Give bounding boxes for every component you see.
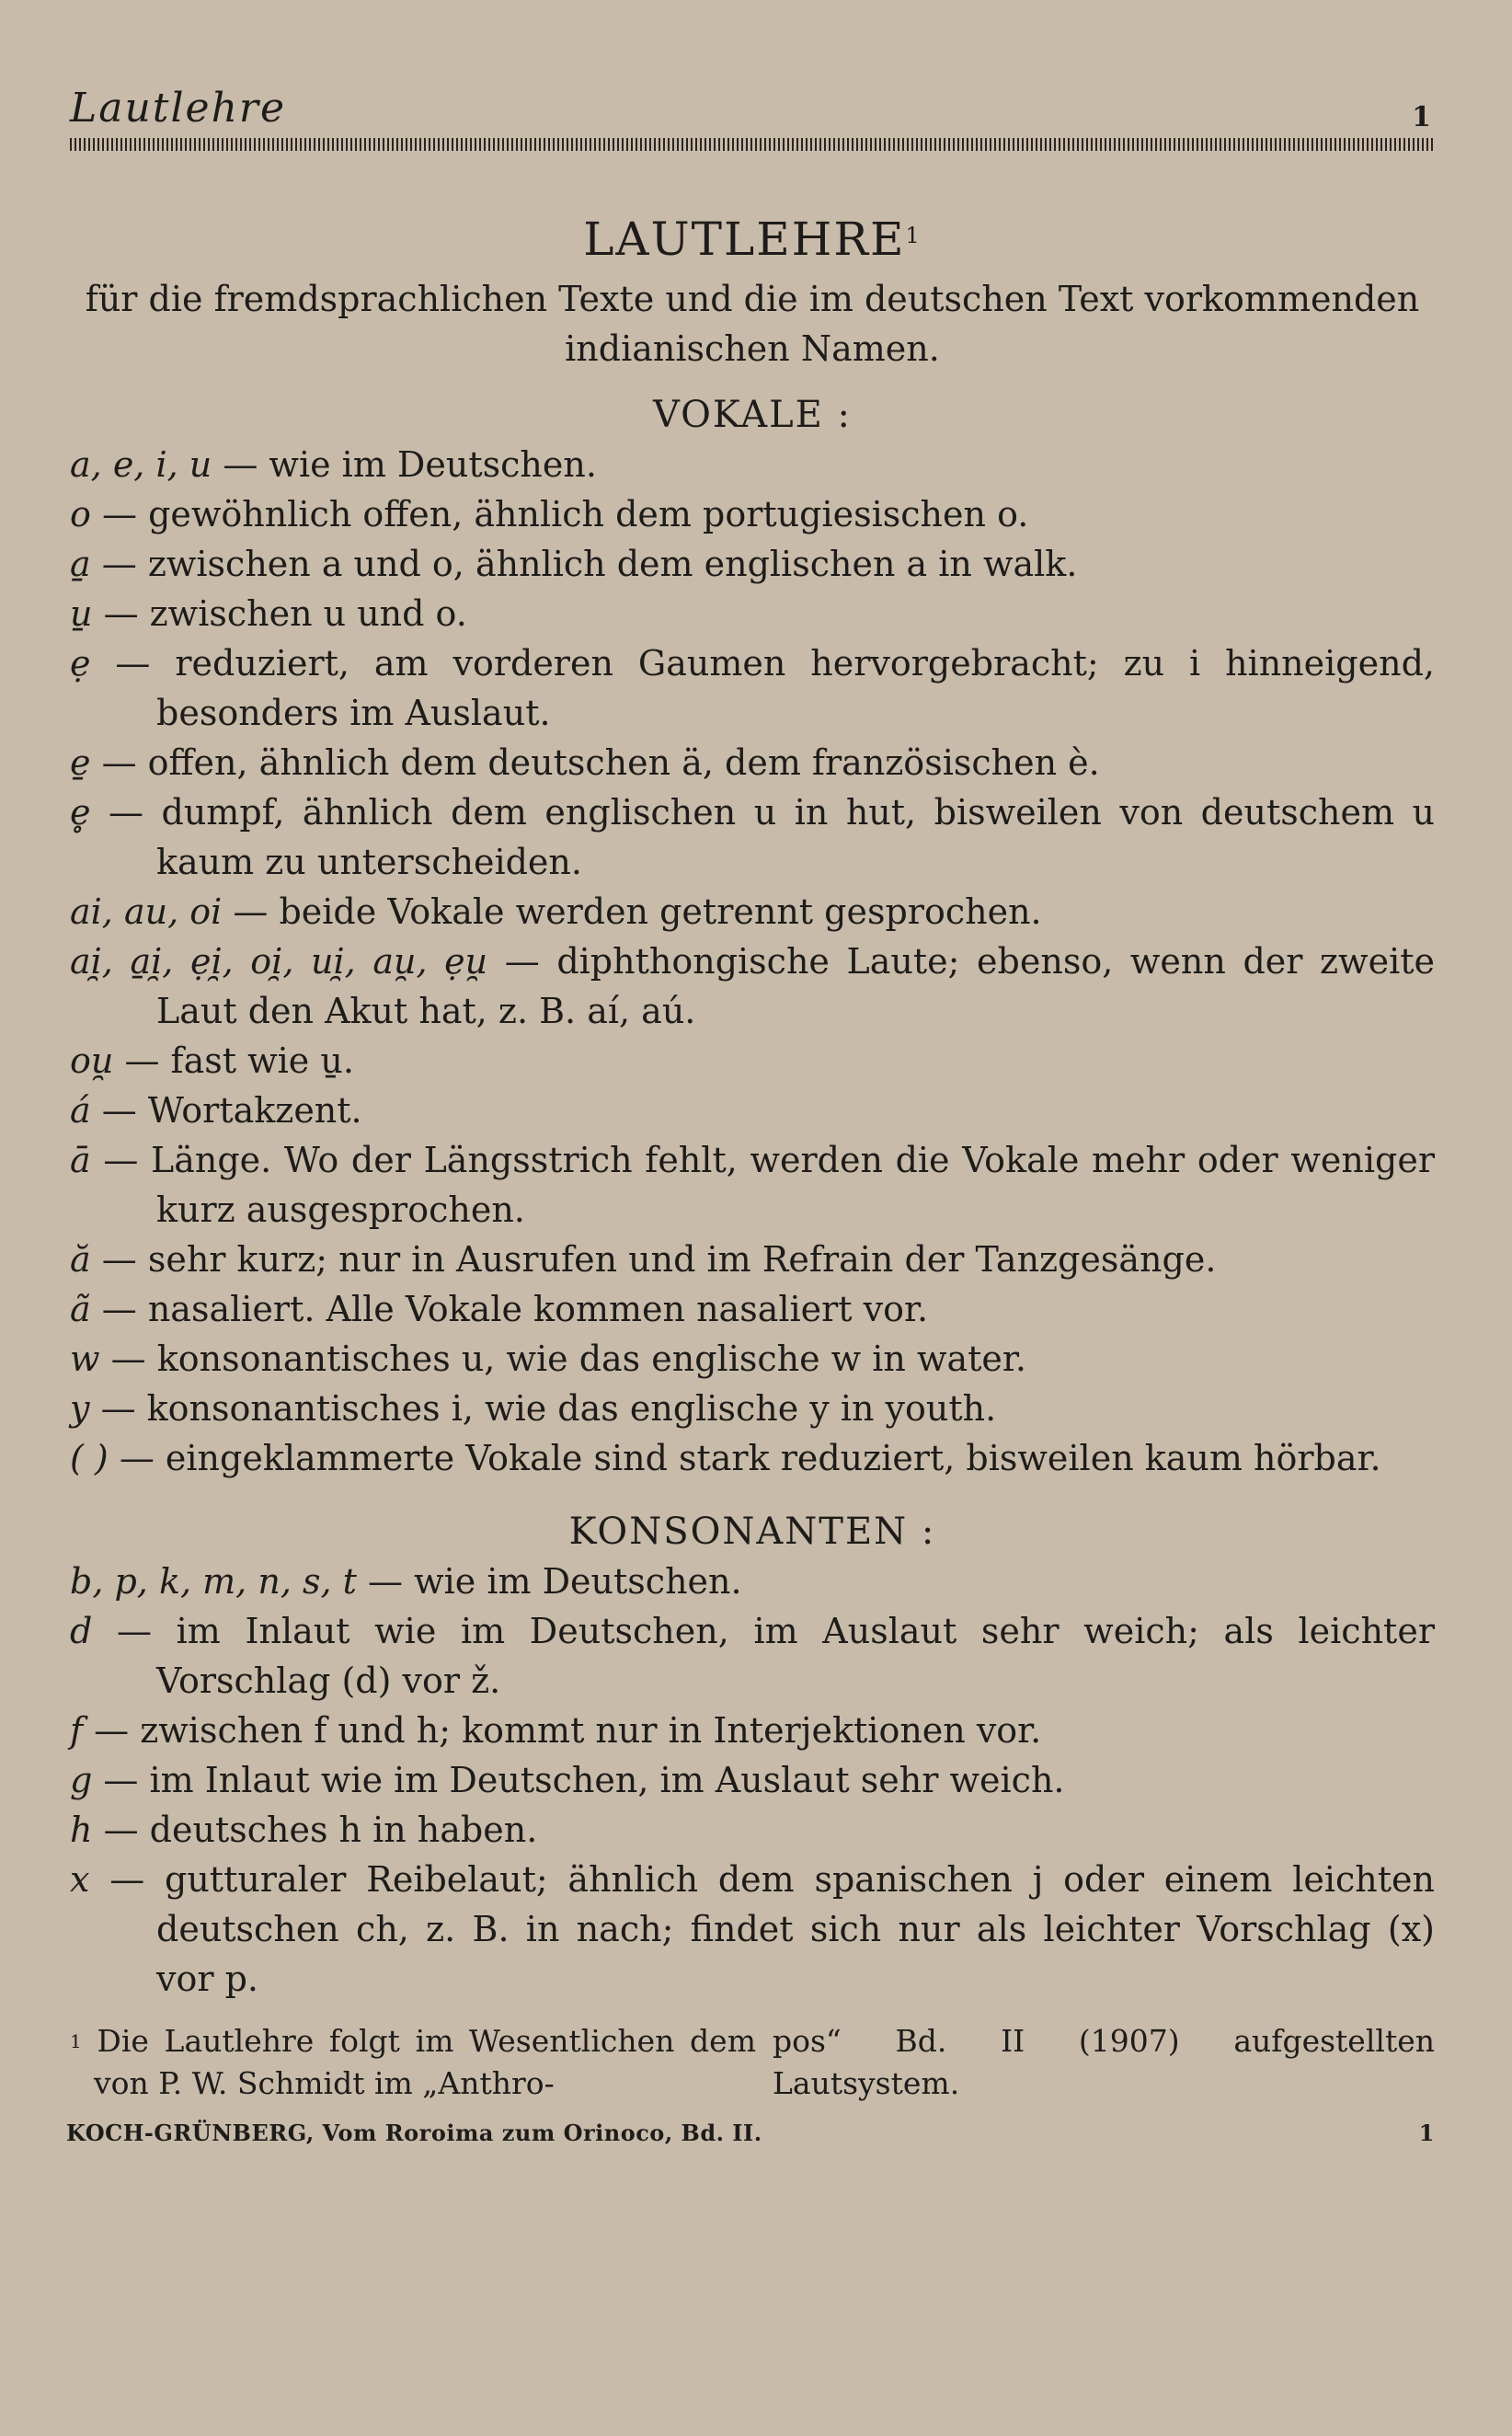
vowel-entry	[70, 936, 1435, 1036]
consonants-list	[70, 1557, 1435, 2004]
footnote	[70, 2020, 1435, 2105]
vowel-term: ou̯	[70, 1040, 114, 1081]
consonant-description: — wie im Deutschen.	[368, 1561, 742, 1602]
vowel-entry	[70, 738, 1435, 787]
consonant-description: — deutsches h in haben.	[103, 1810, 538, 1850]
vowel-description: — diphthongische Laute; ebenso, wenn der zweite Laut den Akut hat, z. B. aí, aú.	[156, 941, 1435, 1031]
signature-mark: 1	[1418, 2120, 1435, 2146]
consonant-term: h	[70, 1810, 93, 1850]
vowel-description: — konsonantisches i, wie das englische y in youth.	[100, 1388, 997, 1429]
vowel-description: — wie im Deutschen.	[223, 444, 597, 485]
consonant-entry	[70, 1805, 1435, 1855]
consonant-term: g	[70, 1760, 93, 1800]
vowel-entry	[70, 589, 1435, 638]
vowel-entry	[70, 887, 1435, 936]
vowel-term: o	[70, 494, 91, 534]
vowel-entry	[70, 489, 1435, 539]
vowel-entry	[70, 1235, 1435, 1284]
consonant-term: x	[70, 1859, 90, 1900]
vowel-entry	[70, 1135, 1435, 1235]
vowel-entry	[70, 440, 1435, 489]
vowel-entry	[70, 1036, 1435, 1086]
consonant-entry	[70, 1706, 1435, 1755]
consonant-term: b, p, k, m, n, s, t	[70, 1561, 357, 1602]
vowel-term: ai, au, oi	[70, 891, 223, 932]
vowel-description: — konsonantisches u, wie das englische w in water.	[110, 1339, 1026, 1379]
vowel-description: — offen, ähnlich dem deutschen ä, dem französischen è.	[101, 742, 1100, 783]
consonant-description: — im Inlaut wie im Deutschen, im Auslaut sehr weich; als leichter Vorschlag (d) vor ž.	[116, 1611, 1435, 1701]
vowel-term: a, e, i, u	[70, 444, 212, 485]
consonant-term: f	[70, 1710, 84, 1751]
vowel-term: ā	[70, 1140, 91, 1180]
footnote-right: pos“ Bd. II (1907) aufgestellten Lautsystem.	[773, 2023, 1435, 2101]
vowel-entry	[70, 638, 1435, 738]
vowel-description: — eingeklammerte Vokale sind stark reduziert, bisweilen kaum hörbar.	[119, 1438, 1381, 1478]
imprint-line: KOCH-GRÜNBERG, Vom Roroima zum Orinoco, Bd. II.	[66, 2120, 762, 2146]
vowels-list	[70, 440, 1435, 1483]
main-text	[70, 210, 1435, 2004]
vowel-entry	[70, 539, 1435, 589]
vowel-description: — zwischen u und o.	[103, 593, 467, 634]
vowel-entry	[70, 1284, 1435, 1334]
consonant-term: d	[70, 1611, 93, 1651]
vowel-term: w	[70, 1339, 100, 1379]
vowel-description: — zwischen a und o, ähnlich dem englischen a in walk.	[101, 544, 1078, 584]
consonant-entry	[70, 1606, 1435, 1706]
vowel-description: — beide Vokale werden getrennt gesprochen.	[233, 891, 1042, 932]
vowel-entry	[70, 1433, 1435, 1483]
page-number: 1	[1412, 101, 1431, 133]
vowel-term: y	[70, 1388, 90, 1429]
consonant-description: — zwischen f und h; kommt nur in Interjektionen vor.	[94, 1710, 1042, 1751]
vowel-term: á	[70, 1090, 91, 1131]
vowel-entry	[70, 1384, 1435, 1433]
vowel-description: — Länge. Wo der Längsstrich fehlt, werden die Vokale mehr oder weniger kurz ausgesprochen.	[103, 1140, 1435, 1230]
vowel-term: e̥	[70, 792, 91, 833]
vowel-entry	[70, 1086, 1435, 1135]
running-title: Lautlehre	[70, 85, 286, 132]
vowel-term: ã	[70, 1289, 91, 1329]
vowel-description: — reduziert, am vorderen Gaumen hervorgebracht; zu i hinneigend, besonders im Auslaut.	[115, 643, 1435, 733]
vowel-term: ẹ	[70, 643, 91, 684]
vowel-description: — gewöhnlich offen, ähnlich dem portugiesischen o.	[101, 494, 1029, 534]
title-footnote-mark: 1	[905, 223, 922, 248]
page-footer	[66, 2120, 1435, 2146]
vowel-entry	[70, 787, 1435, 887]
consonant-entry	[70, 1557, 1435, 1606]
vowels-heading: VOKALE :	[652, 394, 853, 436]
page-subtitle: für die fremdsprachlichen Texte und die im deutschen Text vorkommenden indianischen Namen.	[85, 279, 1420, 369]
vowel-description: — dumpf, ähnlich dem englischen u in hut, bisweilen von deutschem u kaum zu unterscheiden.	[109, 792, 1435, 882]
page-title: LAUTLEHRE$^1$	[583, 213, 922, 266]
vowel-term: e̱	[70, 742, 91, 783]
footnote-mark: 1	[70, 2030, 82, 2052]
consonant-description: — im Inlaut wie im Deutschen, im Auslaut sehr weich.	[103, 1760, 1065, 1800]
vowel-description: — sehr kurz; nur in Ausrufen und im Refrain der Tanzgesänge.	[101, 1239, 1217, 1280]
vowel-term: ai̯, a̱i̯, ẹi̯, oi̯, ui̯, au̯, ẹu̯	[70, 941, 488, 982]
running-head	[70, 85, 1435, 140]
vowel-term: a̱	[70, 544, 91, 584]
vowel-entry	[70, 1334, 1435, 1384]
consonant-entry	[70, 1755, 1435, 1805]
consonant-entry	[70, 1855, 1435, 2004]
vowel-description: — Wortakzent.	[101, 1090, 362, 1131]
vowel-description: — nasaliert. Alle Vokale kommen nasaliert vor.	[101, 1289, 929, 1329]
consonants-heading: KONSONANTEN :	[568, 1511, 936, 1553]
vowel-term: ( )	[70, 1438, 109, 1478]
vowel-term: ă	[70, 1239, 91, 1280]
vowel-term: u̱	[70, 593, 93, 634]
header-rule	[70, 138, 1435, 151]
consonant-description: — gutturaler Reibelaut; ähnlich dem spanischen j oder einem leichten deutschen ch, z. B. in nach; findet sich nur als leichter Vorschlag (x) vor p.	[109, 1859, 1435, 1999]
vowel-description: — fast wie u̱.	[124, 1040, 354, 1081]
footnote-left: $^1$ Die Lautlehre folgt im Wesentlichen dem von P. W. Schmidt im „Anthro-	[70, 2023, 756, 2101]
